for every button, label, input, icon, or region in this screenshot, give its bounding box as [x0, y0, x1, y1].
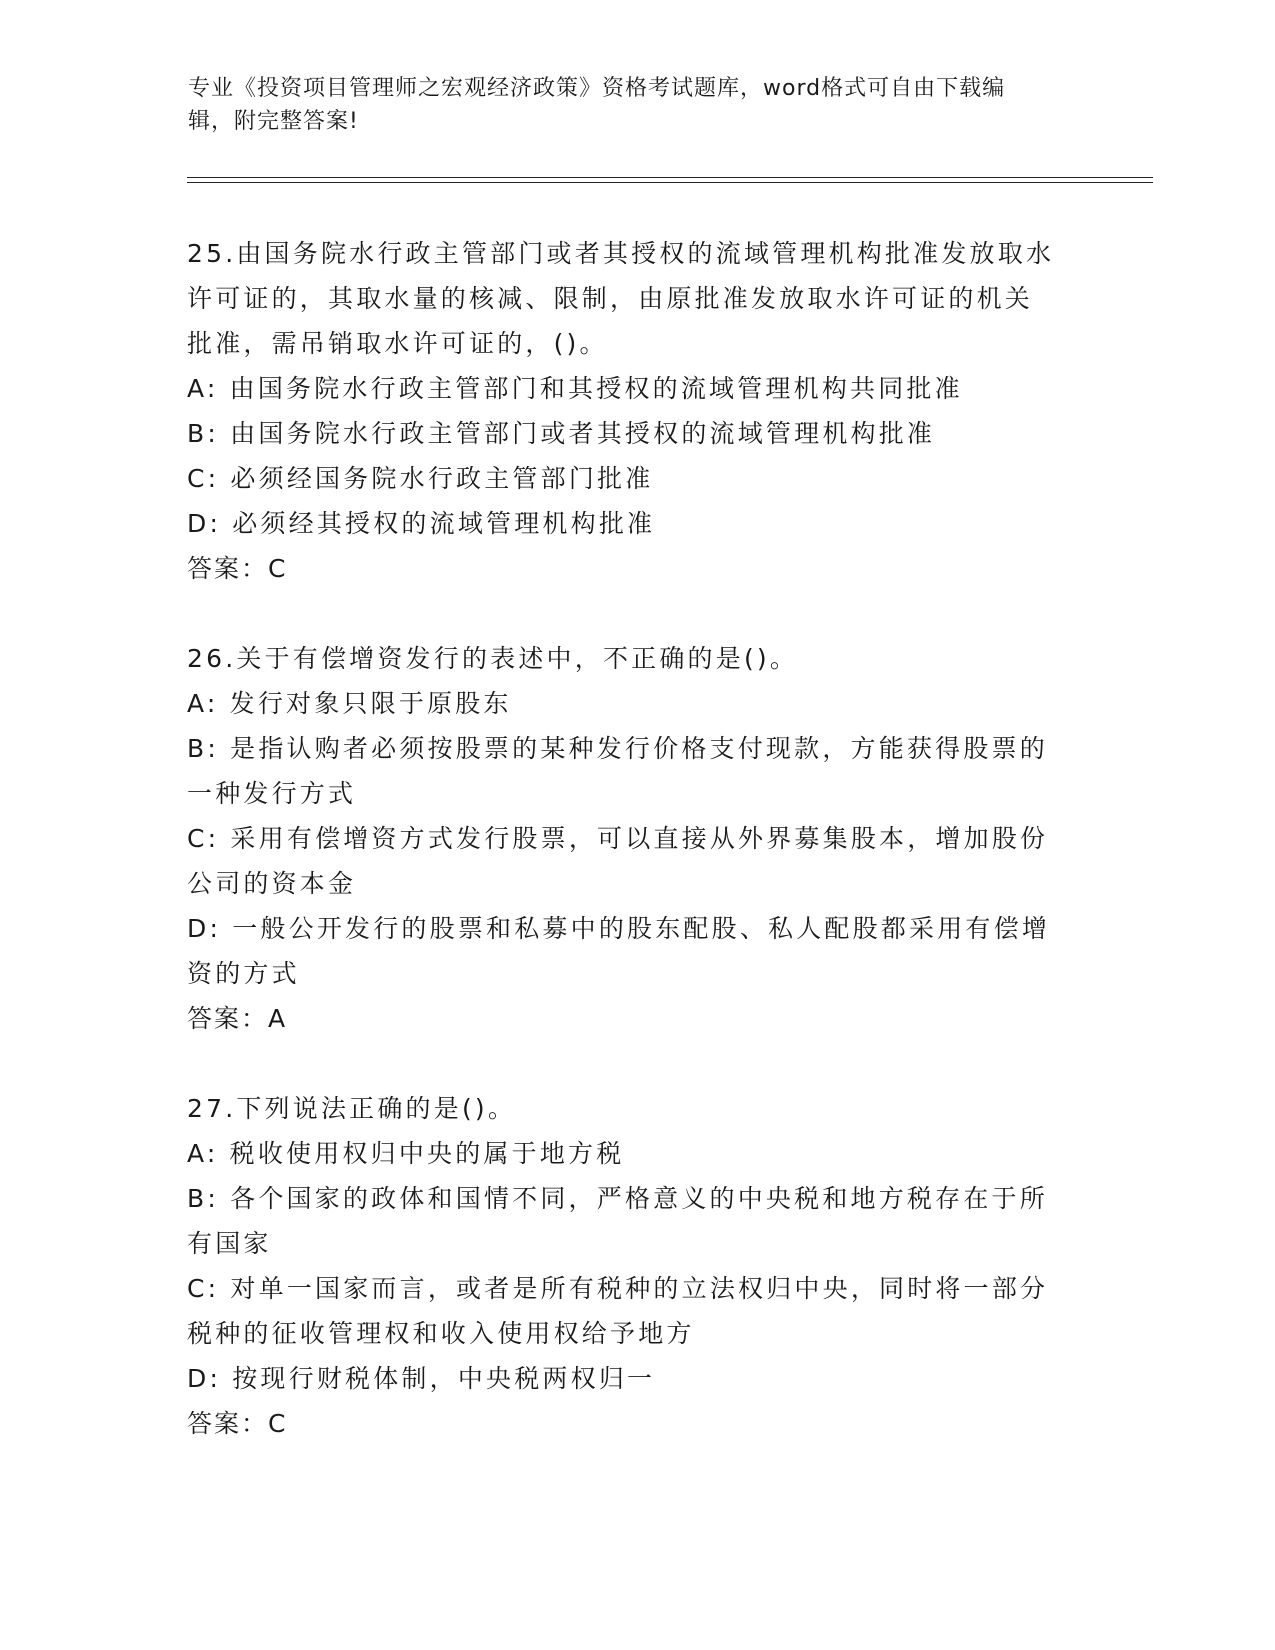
question-26-option-c-line-2: 公司的资本金	[187, 869, 357, 898]
question-27-answer: 答案：C	[187, 1409, 288, 1438]
header-line-2: 辑，附完整答案!	[188, 109, 359, 134]
question-25-stem-line-1: 25.由国务院水行政主管部门或者其授权的流域管理机构批准发放取水	[187, 239, 1055, 268]
question-27-option-a: A: 税收使用权归中央的属于地方税	[187, 1139, 625, 1168]
header-divider-top	[187, 177, 1153, 178]
question-26-option-d-line-2: 资的方式	[187, 959, 300, 988]
question-25-stem-line-2: 许可证的，其取水量的核减、限制，由原批准发放取水许可证的机关	[187, 284, 1034, 313]
question-27-option-c-line-1: C: 对单一国家而言，或者是所有税种的立法权归中央，同时将一部分	[187, 1274, 1049, 1303]
question-26-stem-line-1: 26.关于有偿增资发行的表述中，不正确的是()。	[187, 644, 799, 673]
question-26-option-c-line-1: C: 采用有偿增资方式发行股票，可以直接从外界募集股本，增加股份	[187, 824, 1049, 853]
question-25-option-d: D: 必须经其授权的流域管理机构批准	[187, 509, 656, 538]
header-line-1: 专业《投资项目管理师之宏观经济政策》资格考试题库，word格式可自由下载编	[188, 76, 1006, 101]
question-25-option-a: A: 由国务院水行政主管部门和其授权的流域管理机构共同批准	[187, 374, 963, 403]
question-25-stem-line-3: 批准，需吊销取水许可证的，()。	[187, 329, 608, 358]
question-26-answer: 答案：A	[187, 1004, 288, 1033]
question-25-option-b: B: 由国务院水行政主管部门或者其授权的流域管理机构批准	[187, 419, 936, 448]
question-27-option-b-line-2: 有国家	[187, 1229, 272, 1258]
question-26-option-b-line-1: B: 是指认购者必须按股票的某种发行价格支付现款，方能获得股票的	[187, 734, 1048, 763]
question-27-stem-line-1: 27.下列说法正确的是()。	[187, 1094, 517, 1123]
question-27-option-c-line-2: 税种的征收管理权和收入使用权给予地方	[187, 1319, 695, 1348]
header-divider-bottom	[187, 182, 1153, 183]
question-27-option-d: D: 按现行财税体制，中央税两权归一	[187, 1364, 656, 1393]
document-header-note	[188, 72, 1088, 138]
question-26-option-b-line-2: 一种发行方式	[187, 779, 357, 808]
question-25-answer: 答案：C	[187, 554, 288, 583]
question-26-option-a: A: 发行对象只限于原股东	[187, 689, 512, 718]
question-27-option-b-line-1: B: 各个国家的政体和国情不同，严格意义的中央税和地方税存在于所	[187, 1184, 1048, 1213]
question-26-option-d-line-1: D: 一般公开发行的股票和私募中的股东配股、私人配股都采用有偿增	[187, 914, 1051, 943]
question-25-option-c: C: 必须经国务院水行政主管部门批准	[187, 464, 654, 493]
